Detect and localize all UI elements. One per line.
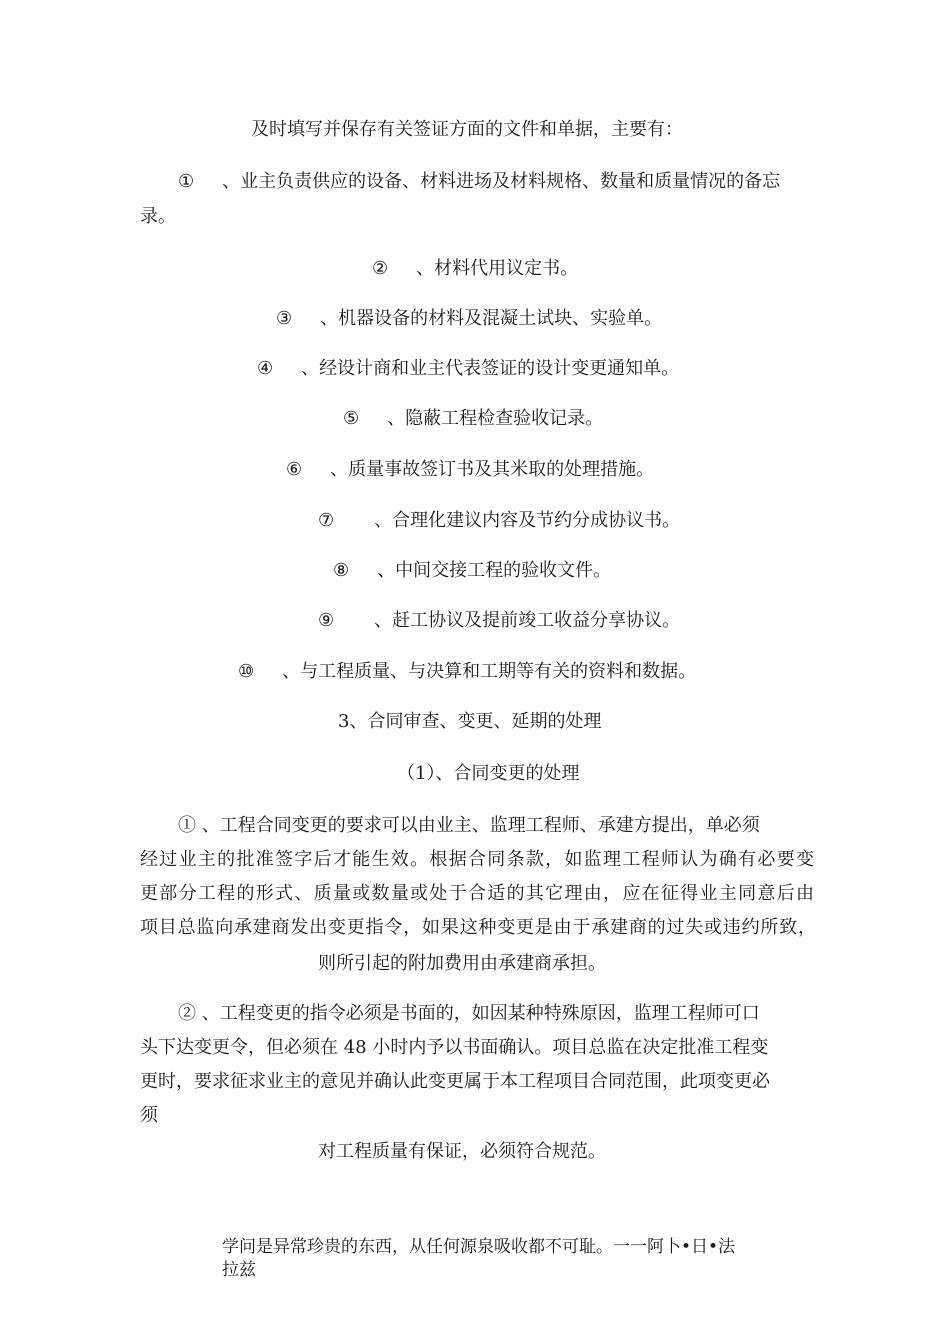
item-text: 、材料代用议定书。 bbox=[416, 258, 579, 279]
paragraph1-line4: 项目总监向承建商发出变更指令，如果这种变更是由于承建商的过失或违约所致， bbox=[140, 917, 816, 938]
list-item-1-continuation bbox=[140, 205, 176, 229]
list-item-9 bbox=[318, 609, 680, 633]
list-item-3 bbox=[276, 307, 662, 331]
item-text: 、质量事故签订书及其米取的处理措施。 bbox=[330, 459, 655, 480]
list-item-1 bbox=[178, 170, 780, 194]
paragraph2-line3: 更时，要求征求业主的意见并确认此变更属于本工程项目合同范围，此项变更必 bbox=[140, 1071, 770, 1092]
paragraph2-line5: 对工程质量有保证，必须符合规范。 bbox=[318, 1141, 606, 1162]
subsection-heading bbox=[397, 762, 579, 786]
item-number: ① bbox=[178, 171, 195, 192]
subsection-heading-text: （1）、合同变更的处理 bbox=[397, 763, 580, 784]
paragraph1-line3: 更部分工程的形式、质量或数量或处于合适的其它理由，应在征得业主同意后由 bbox=[140, 883, 814, 904]
paragraph2-line1: ② 、工程变更的指令必须是书面的，如因某种特殊原因，监理工程师可口 bbox=[178, 1003, 760, 1024]
item-number: ⑧ bbox=[333, 560, 350, 581]
item-number: ⑥ bbox=[286, 459, 303, 480]
item-text: 、中间交接工程的验收文件。 bbox=[377, 560, 612, 581]
paragraph2-line4: 须 bbox=[140, 1105, 158, 1126]
item-number: ⑦ bbox=[318, 510, 335, 531]
item-number: ④ bbox=[257, 358, 274, 379]
footer-quote-line1: 学问是异常珍贵的东西，从任何源泉吸收都不可耻。一一阿卜•日•法 bbox=[222, 1237, 736, 1257]
paragraph1-line2: 经过业主的批准签字后才能生效。根据合同条款，如监理工程师认为确有必要变 bbox=[140, 849, 814, 870]
list-item-5 bbox=[343, 407, 603, 431]
item-text: 、业主负责供应的设备、材料进场及材料规格、数量和质量情况的备忘 bbox=[222, 171, 781, 192]
section-heading-text: 3、合同审查、变更、延期的处理 bbox=[338, 711, 602, 732]
intro-text bbox=[251, 118, 683, 142]
item-number: ⑤ bbox=[343, 408, 360, 429]
item-continuation-text: 录。 bbox=[140, 206, 176, 227]
item-text: 、赶工协议及提前竣工收益分享协议。 bbox=[374, 610, 681, 631]
item-text: 、合理化建议内容及节约分成协议书。 bbox=[374, 510, 681, 531]
list-item-6 bbox=[286, 458, 654, 482]
intro-label: 及时填写并保存有关签证方面的文件和单据，主要有： bbox=[251, 119, 683, 140]
paragraph1-line5: 则所引起的附加费用由承建商承担。 bbox=[318, 953, 606, 974]
list-item-2 bbox=[372, 257, 578, 281]
list-item-10 bbox=[238, 660, 696, 684]
item-text: 、与工程质量、与决算和工期等有关的资料和数据。 bbox=[282, 661, 697, 682]
item-text: 、机器设备的材料及混凝土试块、实验单。 bbox=[320, 308, 663, 329]
list-item-7 bbox=[318, 509, 680, 533]
paragraph1-line1: ① 、工程合同变更的要求可以由业主、监理工程师、承建方提出，单必须 bbox=[178, 815, 760, 836]
footer-quote-line2: 拉兹 bbox=[222, 1260, 256, 1280]
item-text: 、隐蔽工程检查验收记录。 bbox=[387, 408, 604, 429]
list-item-4 bbox=[257, 357, 679, 381]
item-number: ② bbox=[372, 258, 389, 279]
item-number: ③ bbox=[276, 308, 293, 329]
item-number: ⑩ bbox=[238, 661, 255, 682]
list-item-8 bbox=[333, 559, 611, 583]
item-number: ⑨ bbox=[318, 610, 335, 631]
paragraph2-line2: 头下达变更令，但必须在 48 小时内予以书面确认。项目总监在决定批准工程变 bbox=[140, 1037, 769, 1058]
item-text: 、经设计商和业主代表签证的设计变更通知单。 bbox=[301, 358, 680, 379]
section-heading bbox=[338, 710, 601, 734]
